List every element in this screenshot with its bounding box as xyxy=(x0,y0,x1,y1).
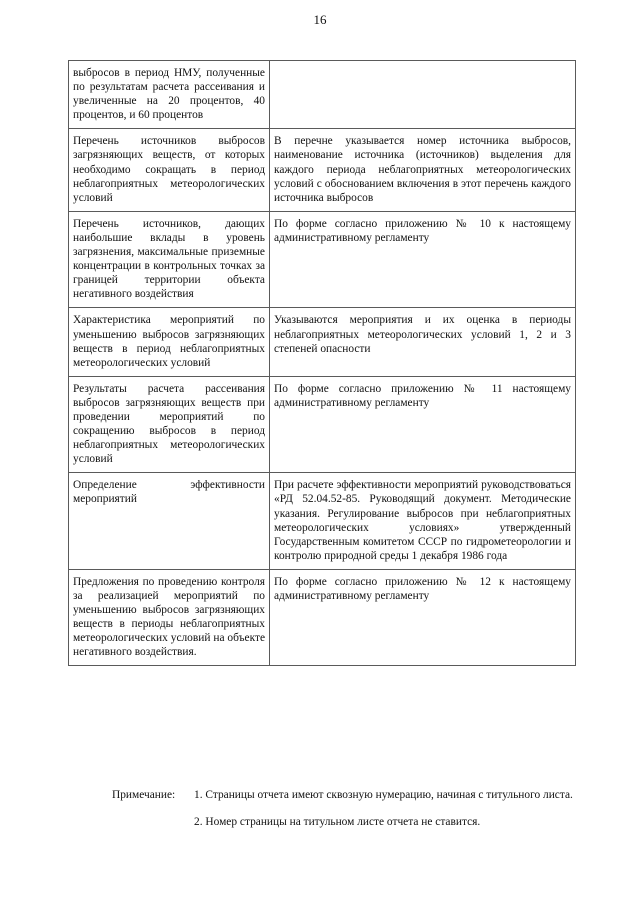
table-row xyxy=(69,211,576,308)
table-cell-item: Перечень источников, дающих наибольшие вклады в уровень загрязнения, максимальные приземные концентрации в контрольных точках за границей территории объекта негативного воздействия xyxy=(69,211,270,308)
table-cell-description: По форме согласно приложению № 12 к настоящему административному регламенту xyxy=(270,569,576,666)
table-cell-item: Предложения по проведению контроля за реализацией мероприятий по уменьшению выбросов загрязняющих веществ в периоды неблагоприятных метеорологических условий на объекте негативного воздействия. xyxy=(69,569,270,666)
requirements-table xyxy=(68,60,576,666)
table-cell-description: В перечне указывается номер источника выбросов, наименование источника (источников) выделения для каждого периода неблагоприятных метеорологических условий с обоснованием включения в этот перечень каждого источника выбросов xyxy=(270,129,576,211)
table-cell-description: По форме согласно приложению № 11 настоящему административному регламенту xyxy=(270,376,576,473)
table-row xyxy=(69,569,576,666)
note-label-spacer xyxy=(112,815,194,830)
footnote-section xyxy=(112,788,576,829)
note-row xyxy=(112,788,576,803)
table-cell-item: Результаты расчета рассеивания выбросов загрязняющих веществ при проведении мероприятий по сокращению выбросов в период неблагоприятных метеорологических условий xyxy=(69,376,270,473)
table-cell-description: Указываются мероприятия и их оценка в периоды неблагоприятных метеорологических условий 1, 2 и 3 степеней опасности xyxy=(270,308,576,376)
table-row xyxy=(69,61,576,129)
table-row xyxy=(69,376,576,473)
table-row xyxy=(69,308,576,376)
table-row xyxy=(69,473,576,570)
table-cell-item: Характеристика мероприятий по уменьшению выбросов загрязняющих веществ в период неблагоприятных метеорологических условий xyxy=(69,308,270,376)
note-item: 2. Номер страницы на титульном листе отчета не ставится. xyxy=(194,815,481,828)
table-row xyxy=(69,129,576,211)
table-cell-description: При расчете эффективности мероприятий руководствоваться «РД 52.04.52-85. Руководящий документ. Методические указания. Регулирование выбросов при неблагоприятных метеорологических условиях» утвержденный Государственным комитетом СССР по гидрометеорологии и контролю природной среды 1 декабря 1986 года xyxy=(270,473,576,570)
note-item: 1. Страницы отчета имеют сквозную нумерацию, начиная с титульного листа. xyxy=(194,789,573,801)
page-number: 16 xyxy=(313,12,327,27)
note-label: Примечание: xyxy=(112,789,176,801)
table-cell-description: По форме согласно приложению № 10 к настоящему административному регламенту xyxy=(270,211,576,308)
table-cell-item: Перечень источников выбросов загрязняющих веществ, от которых необходимо сокращать в период неблагоприятных метеорологических условий xyxy=(69,129,270,211)
table-cell-item: выбросов в период НМУ, полученные по результатам расчета рассеивания и увеличенные на 20 процентов, 40 процентов, и 60 процентов xyxy=(69,61,270,129)
note-row xyxy=(112,815,576,830)
table-cell-item: Определение эффективности мероприятий xyxy=(69,473,270,570)
table-cell-description xyxy=(270,61,576,129)
